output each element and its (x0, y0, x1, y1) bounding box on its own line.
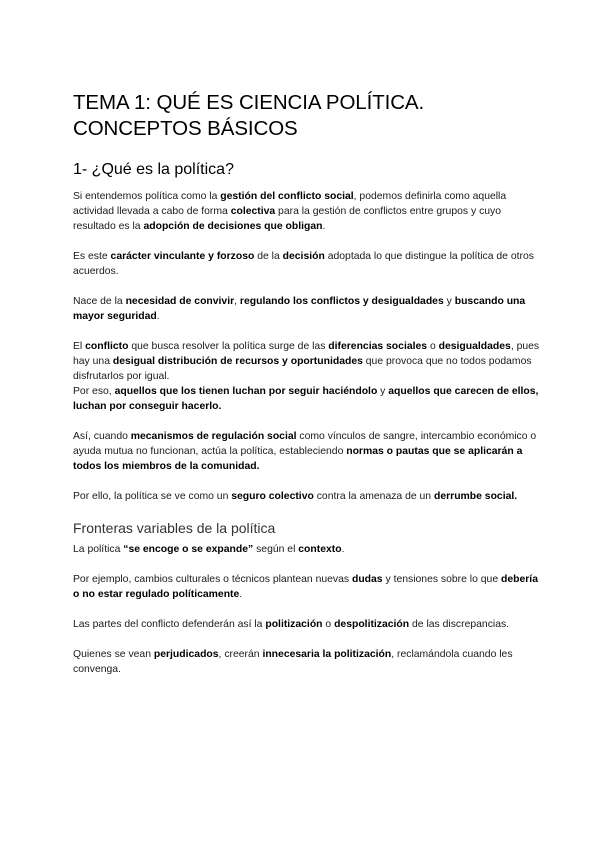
bold-text: mecanismos de regulación social (130, 431, 297, 442)
paragraph (73, 249, 540, 279)
bold-text: contexto (298, 544, 342, 555)
paragraph (73, 489, 540, 504)
bold-text: dudas (351, 574, 383, 585)
text-run: Es este (73, 251, 111, 262)
paragraph (73, 542, 540, 557)
text-run: Por ello, la política se ve como un (73, 491, 232, 502)
text-run: y tensiones sobre lo que (382, 574, 502, 585)
title-line-2: CONCEPTOS BÁSICOS (73, 117, 298, 140)
text-run: de las discrepancias. (409, 619, 510, 630)
text-run: Las partes del conflicto defenderán así la (73, 619, 266, 630)
text-run: . (322, 221, 326, 232)
bold-text: desigual distribución de recursos y oportunidades (112, 356, 363, 367)
page-title (73, 90, 540, 142)
bold-text: aquellos que carecen de ellos, luchan por conseguir hacerlo. (73, 386, 539, 412)
text-run: Si entendemos política como la (73, 191, 221, 202)
text-run: Nace de la (73, 296, 126, 307)
bold-text: desigualdades (438, 341, 511, 352)
bold-text: adopción de decisiones que obligan (143, 221, 323, 232)
text-run: como vínculos de sangre, intercambio económico o ayuda mutua no funcionan, actúa la política, estableciendo (73, 431, 537, 457)
paragraph (73, 617, 540, 632)
text-run: y (443, 296, 455, 307)
bold-text: decisión (282, 251, 325, 262)
bold-text: gestión del conflicto social (220, 191, 354, 202)
bold-text: despolitización (334, 619, 410, 630)
text-run: que busca resolver la política surge de las (128, 341, 329, 352)
bold-text: perjudicados (153, 649, 219, 660)
bold-text: buscando una mayor seguridad (73, 296, 526, 322)
text-run: Por eso, (73, 386, 115, 397)
text-run: , podemos definirla como aquella actividad llevada a cabo de forma (73, 191, 507, 217)
section-heading-que-es-la-politica: 1- ¿Qué es la política? (73, 161, 234, 178)
text-run: , creerán (218, 649, 263, 660)
paragraph (73, 339, 540, 384)
bold-text: “se encoge o se expande” (123, 544, 254, 555)
bold-text: seguro colectivo (231, 491, 314, 502)
text-run: contra la amenaza de un (313, 491, 434, 502)
paragraph (73, 189, 540, 234)
text-run: y (377, 386, 389, 397)
text-run: , reclamándola cuando les convenga. (73, 649, 513, 675)
bold-text: carácter vinculante y forzoso (110, 251, 255, 262)
paragraph (73, 384, 540, 414)
paragraph (73, 572, 540, 602)
bold-text: regulando los conflictos y desigualdades (239, 296, 444, 307)
text-run: Por ejemplo, cambios culturales o técnicos plantean nuevas (73, 574, 352, 585)
paragraph (73, 429, 540, 474)
text-run: , (234, 296, 240, 307)
bold-text: innecesaria la politización (262, 649, 392, 660)
bold-text: colectiva (230, 206, 276, 217)
text-run: El (73, 341, 86, 352)
text-run: que provoca que no todos podamos disfrutarlos por igual. (73, 356, 532, 382)
text-run: para la gestión de conflictos entre grupos y cuyo resultado es la (73, 206, 502, 232)
text-run: La política (73, 544, 124, 555)
text-run: , pues hay una (73, 341, 540, 367)
paragraph (73, 294, 540, 324)
text-run: según el (253, 544, 299, 555)
bold-text: debería o no estar regulado políticamente (73, 574, 538, 600)
bold-text: derrumbe social. (433, 491, 518, 502)
text-run: . (156, 311, 160, 322)
text-run: . (239, 589, 243, 600)
text-run: Así, cuando (73, 431, 131, 442)
bold-text: necesidad de convivir (125, 296, 235, 307)
bold-text: politización (265, 619, 323, 630)
text-run: adoptada lo que distingue la política de otros acuerdos. (73, 251, 534, 277)
paragraph (73, 647, 540, 677)
text-run: . (341, 544, 345, 555)
bold-text: normas o pautas que se aplicarán a todos los miembros de la comunidad. (73, 446, 523, 472)
bold-text: conflicto (85, 341, 129, 352)
title-line-1: TEMA 1: QUÉ ES CIENCIA POLÍTICA. (73, 91, 425, 114)
text-run: o (427, 341, 439, 352)
bold-text: aquellos que los tienen luchan por seguir haciéndolo (114, 386, 378, 397)
text-run: de la (254, 251, 283, 262)
text-run: Quienes se vean (73, 649, 154, 660)
bold-text: diferencias sociales (328, 341, 428, 352)
text-run: o (322, 619, 335, 630)
section-heading-fronteras-variables: Fronteras variables de la política (73, 520, 276, 536)
